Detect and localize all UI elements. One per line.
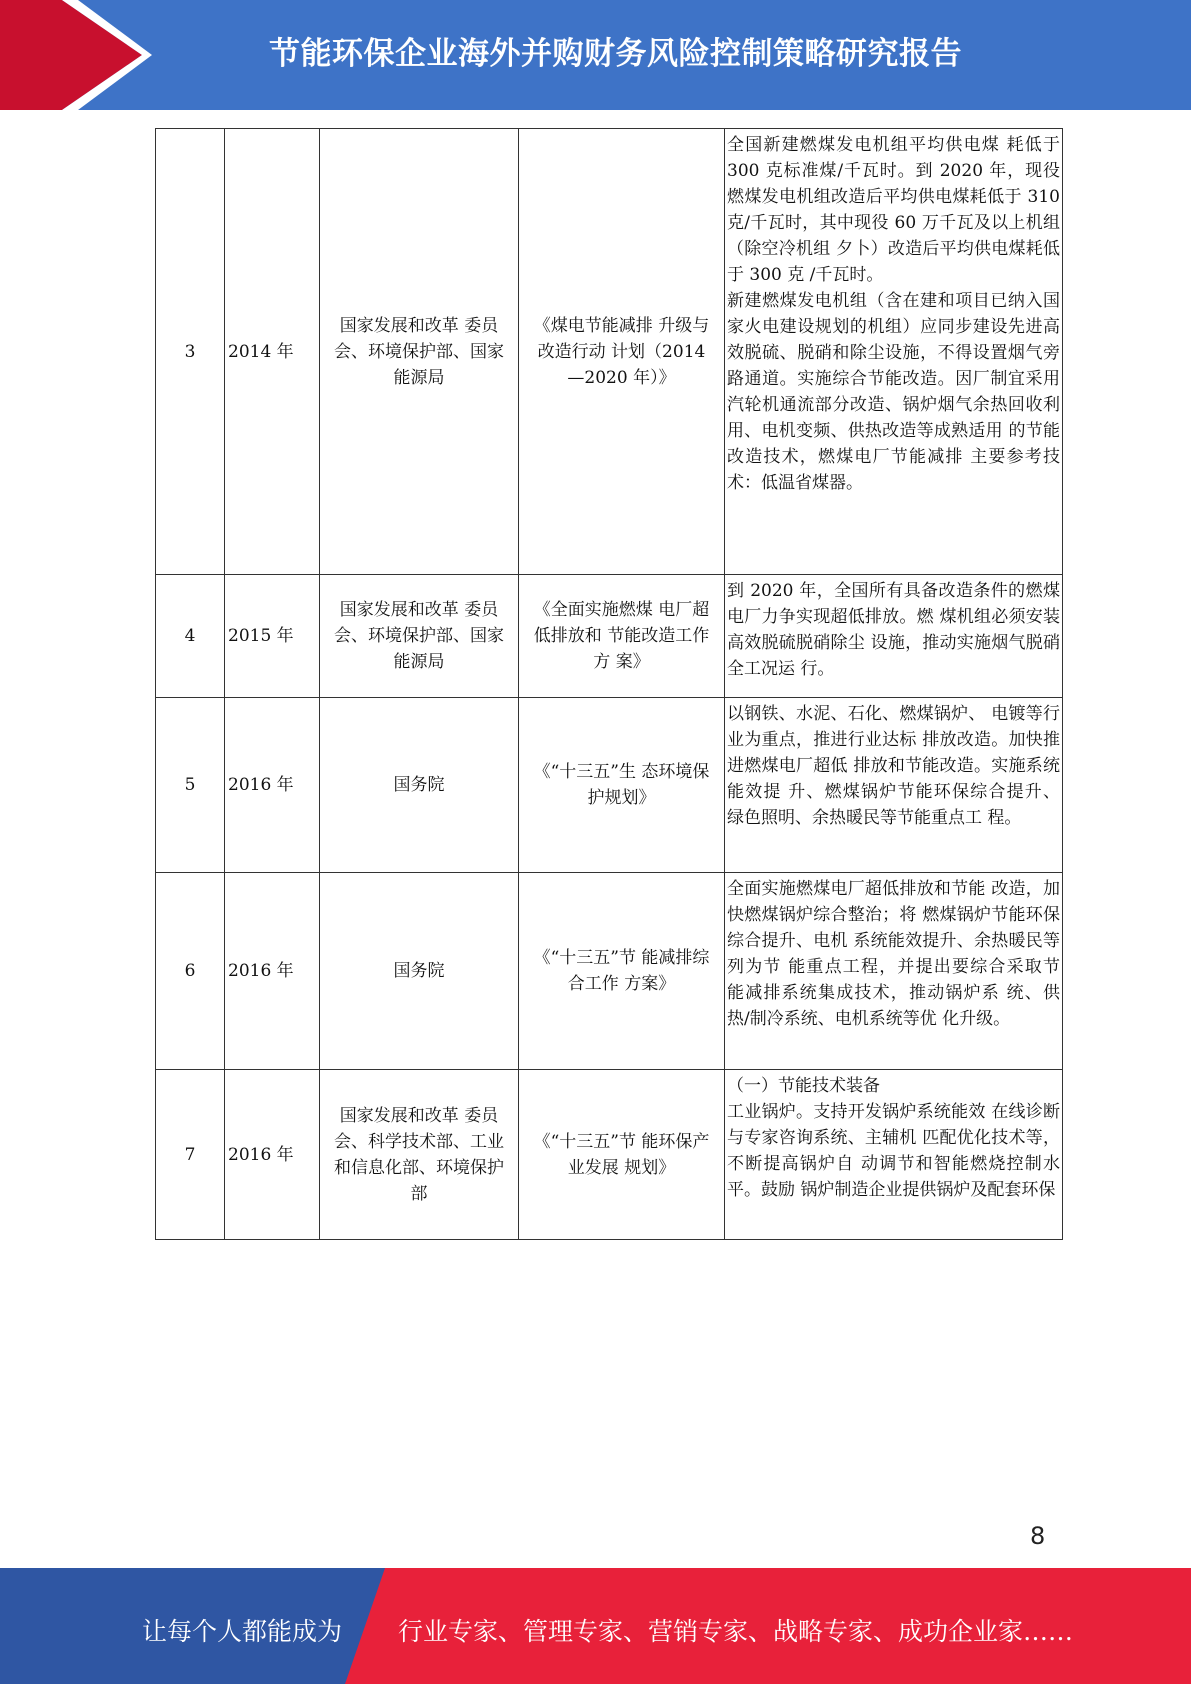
table-row bbox=[156, 873, 1063, 1070]
footer-slogan-right: 行业专家、管理专家、营销专家、战略专家、成功企业家…… bbox=[398, 1617, 1074, 1646]
table-row bbox=[156, 575, 1063, 698]
row-content: 以钢铁、水泥、石化、燃煤锅炉、 电镀等行业为重点，推进行业达标 排放改造。加快推进燃煤电厂超低 排放和节能改造。实施系统能效提 升、燃煤锅炉节能环保综合提升、 绿色照明、余热暖民等节能重点工 程。 bbox=[727, 704, 1066, 828]
row-year: 2016 年 bbox=[225, 698, 320, 873]
policy-table bbox=[155, 128, 1066, 1240]
row-document: 《“十三五”节 能环保产业发展 规划》 bbox=[519, 1070, 725, 1240]
page-number: 8 bbox=[1030, 1522, 1046, 1550]
table-row bbox=[156, 1070, 1063, 1240]
row-year: 2016 年 bbox=[225, 1070, 320, 1240]
row-content: 到 2020 年，全国所有具备改造条件的燃煤电厂力争实现超低排放。燃 煤机组必须安装高效脱硫脱硝除尘 设施，推动实施烟气脱硝全工况运 行。 bbox=[727, 581, 1060, 679]
row-department: 国家发展和改革 委员会、环境保护部、国家能源局 bbox=[320, 575, 519, 698]
row-content: （一）节能技术装备 工业锅炉。支持开发锅炉系统能效 在线诊断与专家咨询系统、主辅机 匹配优化技术等，不断提高锅炉自 动调节和智能燃烧控制水平。鼓励 锅炉制造企业提供锅炉及配套环保 bbox=[727, 1076, 1060, 1200]
row-year: 2016 年 bbox=[225, 873, 320, 1070]
row-document: 《“十三五”节 能减排综合工作 方案》 bbox=[519, 873, 725, 1070]
table-row bbox=[156, 698, 1063, 873]
footer-slogan-left: 让每个人都能成为 bbox=[142, 1617, 343, 1646]
row-number: 5 bbox=[156, 698, 225, 873]
row-department: 国家发展和改革 委员会、环境保护部、国家能源局 bbox=[320, 129, 519, 575]
row-number: 3 bbox=[156, 129, 225, 575]
row-content: 全面实施燃煤电厂超低排放和节能 改造，加快燃煤锅炉综合整治；将 燃煤锅炉节能环保综合提升、电机 系统能效提升、余热暖民等列为节 能重点工程，并提出要综合采取节 能减排系统集成技术，推动锅炉系 统、供热/制冷系统、电机系统等优 化升级。 bbox=[727, 879, 1066, 1029]
table-row bbox=[156, 129, 1063, 575]
row-year: 2014 年 bbox=[225, 129, 320, 575]
row-year: 2015 年 bbox=[225, 575, 320, 698]
row-department: 国务院 bbox=[320, 698, 519, 873]
row-document: 《煤电节能减排 升级与改造行动 计划（2014—2020 年）》 bbox=[519, 129, 725, 575]
row-department: 国务院 bbox=[320, 873, 519, 1070]
header-banner bbox=[0, 0, 1191, 110]
row-number: 4 bbox=[156, 575, 225, 698]
row-content: 全国新建燃煤发电机组平均供电煤 耗低于 300 克标准煤/千瓦时。到 2020 年，现役燃煤发电机组改造后平均供电煤耗低于 310 克/千瓦时，其中现役 60 万千瓦及以上机组（除空冷机组 夕卜）改造后平均供电煤耗低于 300 克 /千瓦时。 新建燃煤发电机组（含在建和项目已纳入国家火电建设规划的机组）应同步建设先进高效脱硫、脱硝和除尘设施，不得设置烟气旁路通道。实施综合节能改造。因厂制宜采用汽轮机通流部分改造、锅炉烟气余热回收利 用、电机变频、供热改造等成熟适用 的节能改造技术，燃煤电厂节能减排 主要参考技术：低温省煤器。 bbox=[727, 135, 1060, 493]
row-number: 6 bbox=[156, 873, 225, 1070]
row-department: 国家发展和改革 委员会、科学技术部、工业和信息化部、环境保护部 bbox=[320, 1070, 519, 1240]
row-document: 《全面实施燃煤 电厂超低排放和 节能改造工作方 案》 bbox=[519, 575, 725, 698]
footer-banner bbox=[0, 1568, 1191, 1684]
row-document: 《“十三五”生 态环境保护规划》 bbox=[519, 698, 725, 873]
row-number: 7 bbox=[156, 1070, 225, 1240]
page-title: 节能环保企业海外并购财务风险控制策略研究报告 bbox=[269, 36, 962, 72]
